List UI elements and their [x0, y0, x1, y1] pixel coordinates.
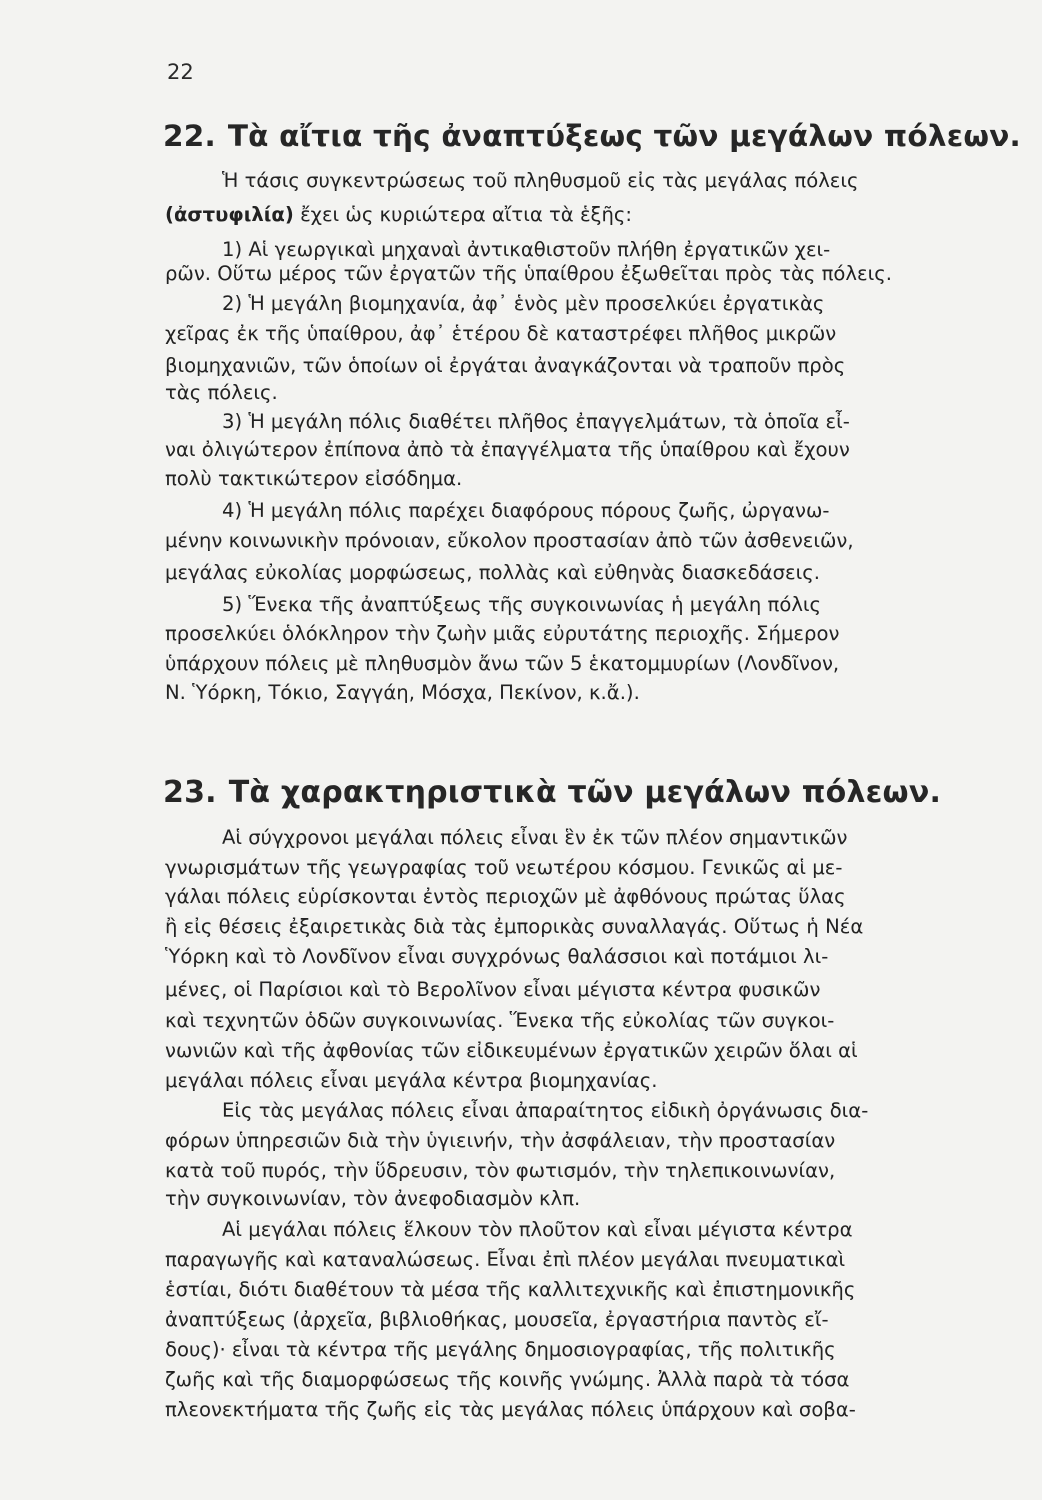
- paragraph-line: ἀναπτύξεως (ἀρχεῖα, βιβλιοθήκας, μουσεῖα, ἐργαστήρια παντὸς εἴ-: [165, 1308, 829, 1331]
- paragraph-line: βιομηχανιῶν, τῶν ὁποίων οἱ ἐργάται ἀναγκάζονται νὰ τραποῦν πρὸς: [165, 354, 846, 377]
- paragraph-line: 3) Ἡ μεγάλη πόλις διαθέτει πλῆθος ἐπαγγελμάτων, τὰ ὁποῖα εἶ-: [222, 410, 850, 433]
- paragraph-line: γάλαι πόλεις εὑρίσκονται ἐντὸς περιοχῶν μὲ ἀφθόνους πρώτας ὕλας: [165, 885, 846, 908]
- paragraph-line: 4) Ἡ μεγάλη πόλις παρέχει διαφόρους πόρους ζωῆς, ὠργανω-: [222, 499, 830, 522]
- paragraph-line: τὴν συγκοινωνίαν, τὸν ἀνεφοδιασμὸν κλπ.: [165, 1187, 581, 1210]
- paragraph-line: μεγάλας εὐκολίας μορφώσεως, πολλὰς καὶ εὐθηνὰς διασκεδάσεις.: [165, 561, 820, 584]
- paragraph-line: δους)· εἶναι τὰ κέντρα τῆς μεγάλης δημοσιογραφίας, τῆς πολιτικῆς: [165, 1338, 836, 1361]
- section-23-number: 23.: [163, 775, 217, 810]
- section-23-title: Τὰ χαρακτηριστικὰ τῶν μεγάλων πόλεων.: [228, 775, 942, 810]
- paragraph-line: κατὰ τοῦ πυρός, τὴν ὕδρευσιν, τὸν φωτισμόν, τὴν τηλεπικοινωνίαν,: [165, 1159, 836, 1182]
- paragraph-line: μένην κοινωνικὴν πρόνοιαν, εὔκολον προστασίαν ἀπὸ τῶν ἀσθενειῶν,: [165, 529, 854, 552]
- term-astyfilia: (ἀστυφιλία): [165, 203, 294, 226]
- paragraph-line: μεγάλαι πόλεις εἶναι μεγάλα κέντρα βιομηχανίας.: [165, 1069, 658, 1092]
- paragraph-line: φόρων ὑπηρεσιῶν διὰ τὴν ὑγιεινήν, τὴν ἀσφάλειαν, τὴν προστασίαν: [165, 1129, 836, 1152]
- paragraph-line: [165, 201, 632, 229]
- paragraph-line: Αἱ μεγάλαι πόλεις ἕλκουν τὸν πλοῦτον καὶ εἶναι μέγιστα κέντρα: [222, 1218, 853, 1241]
- paragraph-line: ὑπάρχουν πόλεις μὲ πληθυσμὸν ἄνω τῶν 5 ἑκατομμυρίων (Λονδῖνον,: [165, 652, 840, 675]
- paragraph-line: Ὑόρκη καὶ τὸ Λονδῖνον εἶναι συγχρόνως θαλάσσιοι καὶ ποτάμιοι λι-: [165, 945, 829, 968]
- paragraph-line: χεῖρας ἐκ τῆς ὑπαίθρου, ἀφ᾽ ἑτέρου δὲ καταστρέφει πλῆθος μικρῶν: [165, 322, 837, 345]
- paragraph-line: 2) Ἡ μεγάλη βιομηχανία, ἀφ᾽ ἑνὸς μὲν προσελκύει ἐργατικὰς: [222, 292, 825, 315]
- paragraph-line: ἢ εἰς θέσεις ἐξαιρετικὰς διὰ τὰς ἐμπορικὰς συναλλαγάς. Οὕτως ἡ Νέα: [165, 915, 864, 938]
- paragraph-line: Ν. Ὑόρκη, Τόκιο, Σαγγάη, Μόσχα, Πεκίνον, κ.ἄ.).: [165, 681, 640, 704]
- paragraph-line: ρῶν. Οὕτω μέρος τῶν ἐργατῶν τῆς ὑπαίθρου ἐξωθεῖται πρὸς τὰς πόλεις.: [165, 262, 892, 285]
- section-22-number: 22.: [163, 119, 216, 153]
- paragraph-line: παραγωγῆς καὶ καταναλώσεως. Εἶναι ἐπὶ πλέον μεγάλαι πνευματικαὶ: [165, 1248, 846, 1271]
- section-22-title: Τὰ αἴτια τῆς ἀναπτύξεως τῶν μεγάλων πόλεων.: [227, 119, 1021, 153]
- paragraph-line: νωνιῶν καὶ τῆς ἀφθονίας τῶν εἰδικευμένων ἐργατικῶν χειρῶν ὅλαι αἱ: [165, 1039, 858, 1062]
- paragraph-line: γνωρισμάτων τῆς γεωγραφίας τοῦ νεωτέρου κόσμου. Γενικῶς αἱ με-: [165, 856, 843, 879]
- paragraph-line: Αἱ σύγχρονοι μεγάλαι πόλεις εἶναι ἓν ἐκ τῶν πλέον σημαντικῶν: [222, 826, 848, 849]
- paragraph-line: ζωῆς καὶ τῆς διαμορφώσεως τῆς κοινῆς γνώμης. Ἀλλὰ παρὰ τὰ τόσα: [165, 1368, 850, 1391]
- paragraph-line: καὶ τεχνητῶν ὁδῶν συγκοινωνίας. Ἕνεκα τῆς εὐκολίας τῶν συγκοι-: [165, 1009, 835, 1032]
- paragraph-line-text: ἔχει ὡς κυριώτερα αἴτια τὰ ἑξῆς:: [300, 203, 632, 226]
- paragraph-line: 5) Ἕνεκα τῆς ἀναπτύξεως τῆς συγκοινωνίας ἡ μεγάλη πόλις: [222, 593, 822, 616]
- paragraph-line: προσελκύει ὁλόκληρον τὴν ζωὴν μιᾶς εὐρυτάτης περιοχῆς. Σήμερον: [165, 622, 840, 645]
- page-number: 22: [167, 60, 194, 84]
- paragraph-line: 1) Αἱ γεωργικαὶ μηχαναὶ ἀντικαθιστοῦν πλήθη ἐργατικῶν χει-: [222, 238, 831, 261]
- paragraph-line: τὰς πόλεις.: [165, 381, 278, 404]
- paragraph-line: Εἰς τὰς μεγάλας πόλεις εἶναι ἀπαραίτητος εἰδικὴ ὀργάνωσις δια-: [222, 1099, 869, 1122]
- section-22-heading: [163, 119, 1021, 153]
- paragraph-line: ναι ὀλιγώτερον ἐπίπονα ἀπὸ τὰ ἐπαγγέλματα τῆς ὑπαίθρου καὶ ἔχουν: [165, 438, 850, 461]
- paragraph-line: Ἡ τάσις συγκεντρώσεως τοῦ πληθυσμοῦ εἰς τὰς μεγάλας πόλεις: [222, 169, 859, 192]
- paragraph-line: πολὺ τακτικώτερον εἰσόδημα.: [165, 467, 463, 490]
- section-23-heading: [163, 775, 941, 810]
- paragraph-line: πλεονεκτήματα τῆς ζωῆς εἰς τὰς μεγάλας πόλεις ὑπάρχουν καὶ σοβα-: [165, 1398, 856, 1421]
- paragraph-line: μένες, οἱ Παρίσιοι καὶ τὸ Βερολῖνον εἶναι μέγιστα κέντρα φυσικῶν: [165, 978, 821, 1001]
- paragraph-line: ἑστίαι, διότι διαθέτουν τὰ μέσα τῆς καλλιτεχνικῆς καὶ ἐπιστημονικῆς: [165, 1278, 856, 1301]
